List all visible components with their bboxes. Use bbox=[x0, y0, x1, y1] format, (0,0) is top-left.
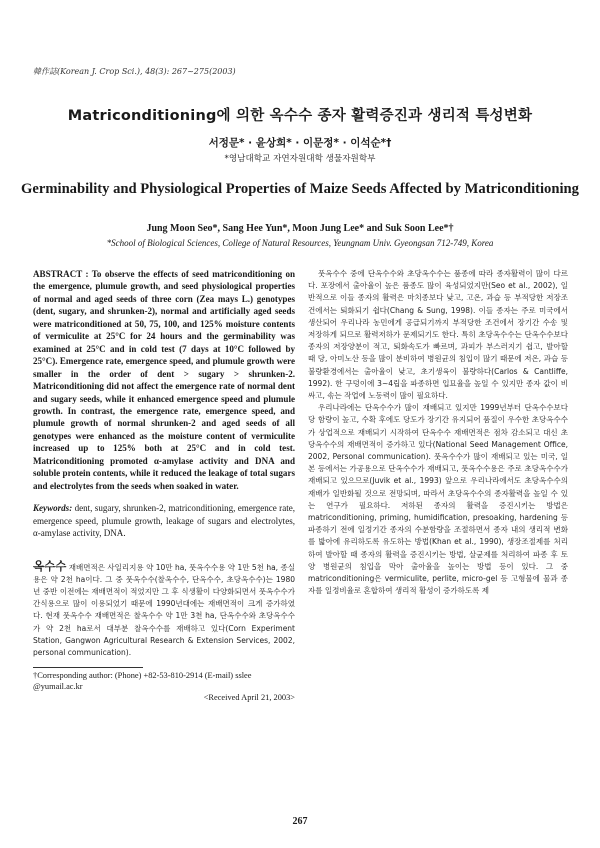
title-korean: Matriconditioning에 의한 옥수수 종자 활력증진과 생리적 특성변화 bbox=[67, 108, 533, 124]
affiliation-english: *School of Biological Sciences, College of Natural Resources, Yeungnam Univ. Gyeongsan 712-749, Korea bbox=[106, 238, 494, 248]
footnote-corresponding: †Corresponding author: (Phone) +82-53-810-2914 (E-mail) sslee @yumail.ac.kr bbox=[33, 671, 252, 692]
intro-paragraph-3: 우리나라에는 단옥수수가 많이 재배되고 있지만 1999년부터 단옥수수보다 당 함량이 높고, 수확 후에도 당도가 장기간 유지되어 품질이 우수한 초당옥수수가 상업적으로 재배되기 시작하여 단옥수수 재배면적은 점차 감소되고 대신 초당옥수수의 재배면적이 증가하고 있다(National Seed Management Office, 2002, Personal communication). 풋옥수수가 많이 재배되고 있는 미국, 일본 등에서는 가공용으로 단옥수수가 재배되고, 풋옥수수용은 주로 초당옥수수가 재배되고 있으므로(Juvik et al., 1993) 앞으로 우리나라에서도 초당옥수수의 재배가 일반화될 것으로 전망되며, 따라서 초당옥수수의 종자활력을 높일 수 있는 연구가 필요하다. 저하된 종자의 활력을 증진시키는 방법은 matriconditioning, priming, humidification, presoaking, hardening 등 파종하기 전에 일정기간 종자의 수분함량을 조절하면서 종자 내의 생리적 변화를 밟아에 유리하도록 유도하는 방법(Khan et al., 1990), 생장조절제를 처리하여 발아할 때 종자의 활력을 증진시키는 방법, 살균제를 처리하여 파종 후 토양 병원균의 침입을 막아 출아율을 높이는 방법 등이 있다. 그 중 matriconditioning은 vermiculite, perlite, micro-gel 등 고형물에 물과 종자를 일정비율로 혼합하여 생리적 활성이 증가하도록 제 bbox=[308, 403, 568, 596]
abstract: ABSTRACT : To observe the effects of seed matriconditioning on the emergence, plumule growth, and seed physiological properties of normal and aged seeds of three corn (Zea mays L.) genotypes (dent, sugary, and shrunken-2), normal and artificially aged seeds were matriconditioned at 50, 75, 100, and 125% moisture contents of vermiculite at 25°C for 24 hours and the germinability was examined at 25°C and in cold test (7 days at 10°C followed by 25°C). Emergence rate, emergence speed, and plumule growth were smaller in the order of dent > sugary > shrunken-2. Matriconditioning did not affect the emergence rate of normal dent and sugary seeds, while it enhanced emergence speed and plumule growth. In contrast, the emergence rate, emergence speed, and plumule growth of normal shrunken-2 and aged seeds of all genotypes were enhanced as the moisture content of vermiculite increased up to 125% both at 25°C and in cold test. Matriconditioning promoted α-amylase activity and DNA and soluble protein contents, while it reduced the leakage of total sugars and electrolytes from the seeds when soaked in water. bbox=[33, 269, 295, 491]
keywords-text: dent, sugary, shrunken-2, matriconditioning, emergence rate, emergence speed, plumule growth, leakage of sugars and electrolytes, α-amylase activity, DNA. bbox=[33, 503, 295, 539]
footnote-rule bbox=[33, 667, 143, 668]
intro-paragraph-1 bbox=[33, 560, 295, 660]
footnote-received: <Received April 21, 2003> bbox=[203, 693, 295, 703]
right-column bbox=[308, 268, 568, 597]
affiliation-korean: *영남대학교 자연자원대학 생물자원학부 bbox=[224, 154, 376, 164]
footnote bbox=[33, 670, 295, 703]
authors-english: Jung Moon Seo*, Sang Hee Yun*, Moon Jung Lee* and Suk Soon Lee*† bbox=[146, 223, 454, 234]
left-column bbox=[33, 268, 295, 703]
authors-korean: 서정문* · 윤상희* · 이문정* · 이석순*† bbox=[208, 137, 392, 149]
title-english: Germinability and Physiological Properties of Maize Seeds Affected by Matriconditioning bbox=[21, 181, 579, 197]
intro-paragraph-1-text: 재배면적은 사일리지용 약 10만 ha, 풋옥수수용 약 1만 5천 ha, 종실용은 약 2천 ha이다. 그 중 풋옥수수(찰옥수수, 단옥수수, 초당옥수수)는 1980년 중반 이전에는 재배면적이 적었지만 그 후 식생활이 다양화되면서 풋옥수수가 간식용으로 많이 이용되었기 때문에 1990년대에는 재배면적이 크게 증가하였다. 현재 풋옥수수 재배면적은 찰옥수수 약 1만 3천 ha, 단옥수수와 초당옥수수가 약 2천 ha로서 대부분 찰옥수수를 재배하고 있다(Corn Experiment Station, Gangwon Agricultural Research & Extension Services, 2002, personal communication). bbox=[33, 562, 295, 657]
intro-lead-word: 옥수수 bbox=[33, 558, 67, 573]
journal-header: 韓作誌(Korean J. Crop Sci.), 48(3): 267~275(2003) bbox=[33, 67, 236, 76]
page-number: 267 bbox=[292, 816, 308, 827]
intro-paragraph-2: 풋옥수수 중에 단옥수수와 초당옥수수는 품종에 따라 종자활력이 많이 다르다. 포장에서 출아율이 높은 품종도 많이 육성되었지만(Seo et al., 2002), 일반적으로 이들 종자의 활력은 마치종보다 낮고, 고온, 과습 등 부적당한 저장조건에서는 퇴화되기 쉽다(Chang & Sung, 1998). 이들 종자는 주로 미국에서 생산되어 우리나라 농민에게 공급되기까지 부적당한 조건에서 장기간 수송 및 저장하게 되므로 활력저하가 문제되기도 한다. 특히 초당옥수수는 단옥수수보다 종자의 저장양분이 적고, 퇴화속도가 빠르며, 과피가 부스러지기 쉽고, 발아할 때 당, 아미노산 등을 많이 분비하여 병원균의 침입이 많기 때문에 저온, 과습 등 불량환경에서는 출아율이 낮고, 초기생육이 불량하다(Carlos & Cantliffe, 1992). 한 구덩이에 3~4립을 파종하면 입묘율을 높일 수 있지만 종자 값이 비싸고, 솎는 작업에 노동력이 많이 필요하다. bbox=[308, 269, 568, 401]
keywords-block bbox=[33, 502, 295, 539]
keywords-label: Keywords: bbox=[33, 503, 73, 514]
